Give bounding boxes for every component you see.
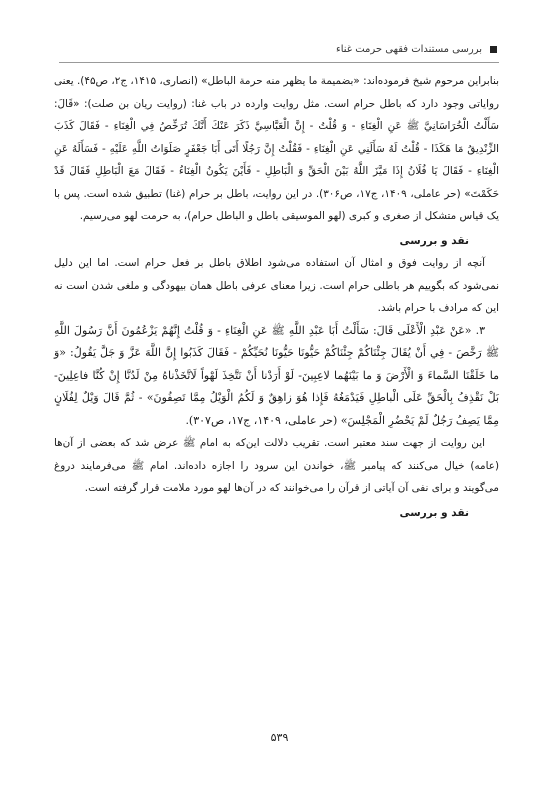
paragraph-1: بنابراین مرحوم شیخ فرموده‌اند: «بضمیمة ما یظهر منه حرمة الباطل» (انصاری، ۱۴۱۵، ج۲، ص۴۵). یعنی روایاتی وجود دارد که باطل حرام است. مثل روایت وارده در باب غنا: (روایت ریان بن صلت): «قَالَ: سَأَلْتُ الْخُرَاسَانِيَّ ﷺ عَنِ الْغِنَاءِ - وَ قُلْتُ - إِنَّ الْعَبَّاسِيَّ ذَكَرَ عَنْكَ أَنَّكَ تُرَخِّصُ فِي الْغِنَاءِ - فَقَالَ كَذَبَ الزِّنْدِيقُ مَا هَكَذَا - قُلْتُ لَهُ سَأَلَنِي عَنِ الْغِنَاءِ - فَقُلْتُ إِنَّ رَجُلًا أَتَى أَبَا جَعْفَرٍ صَلَوَاتُ اللَّهِ عَلَيْهِ - فَسَأَلَهُ عَنِ الْغِنَاءِ - فَقَالَ يَا فُلَانُ إِذَا مَيَّزَ اللَّهُ بَيْنَ الْحَقِّ وَ الْبَاطِلِ - فَأَيْنَ يَكُونُ الْغِنَاءُ - فَقَالَ مَعَ الْبَاطِلِ فَقَالَ قَدْ حَكَمْتَ» (حر عاملی، ۱۴۰۹، ج۱۷، ص۳۰۶). در این روایت، باطل بر حرام (غنا) تطبیق شده است. پس با یک قیاس متشکل از صغری و کبری (لهو الموسیقی باطل و الباطل حرام)، به حرمت لهو می‌رسیم. bbox=[54, 75, 499, 222]
paragraph-4: این روایت از جهت سند معتبر است. تقریب دلالت این‌که به امام ﷺ عرض شد که بعضی از آن‌ها (عامه) خیال می‌کنند که پیامبر ﷺ، خواندن این سرود را اجازه داده‌اند. امام ﷺ می‌فرمایند دروغ می‌گویند و برای نفی آن آیاتی از قرآن را می‌خوانند که در آن‌ها لهو مورد ملامت قرار گرفته است. bbox=[54, 437, 499, 494]
header-square-icon bbox=[490, 46, 497, 53]
section-title-critique-1: نقد و بررسی bbox=[399, 234, 469, 247]
paragraph-3-hadith: ۳. «عَنْ عَبْدِ الْأَعْلَى قَالَ: سَأَلْتُ أَبَا عَبْدِ اللَّهِ ﷺ عَنِ الْغِنَاءِ - وَ قُلْتُ إِنَّهُمْ يَزْعُمُونَ أَنَّ رَسُولَ اللَّهِ ﷺ رَخَّصَ - فِي أَنْ يُقَالَ جِئْنَاكُمْ جِئْنَاكُمْ حَيُّونَا حَيُّونَا نُحَيِّكُمْ - فَقَالَ كَذَبُوا إِنَّ اللَّهَ عَزَّ وَ جَلَّ يَقُولُ: «وَ ما خَلَقْنَا السَّماءَ وَ الْأَرْضَ وَ ما بَيْنَهُما لاعِبِينَ- لَوْ أَرَدْنا أَنْ نَتَّخِذَ لَهْواً لَاتَّخَذْناهُ مِنْ لَدُنَّا إِنْ كُنَّا فاعِلِينَ- بَلْ نَقْذِفُ بِالْحَقِّ عَلَى الْباطِلِ فَيَدْمَغُهُ فَإِذا هُوَ زاهِقٌ وَ لَكُمُ الْوَيْلُ مِمَّا تَصِفُونَ» - ثُمَّ قَالَ وَيْلٌ لِفُلَانٍ مِمَّا يَصِفُ رَجُلٌ لَمْ يَحْضُرِ الْمَجْلِسَ» (حر عاملی، ۱۴۰۹، ج۱۷، ص۳۰۷). bbox=[54, 323, 499, 427]
running-header bbox=[77, 40, 497, 58]
page-number: ۵۳۹ bbox=[270, 731, 289, 744]
paragraph-2: آنچه از روایت فوق و امثال آن استفاده می‌شود اطلاق باطل بر فعل حرام است. اما این دلیل نمی‌شود که بگوییم هر باطلی حرام است. زیرا معنای عرفی باطل همان بیهودگی و ملغی شدن است نه این که مرادف با حرام باشد. bbox=[54, 257, 499, 314]
page-body bbox=[54, 70, 499, 524]
running-title: بررسی مستندات فقهی حرمت غناء bbox=[336, 43, 482, 55]
section-title-critique-2: نقد و بررسی bbox=[399, 506, 469, 519]
header-divider bbox=[59, 62, 499, 63]
